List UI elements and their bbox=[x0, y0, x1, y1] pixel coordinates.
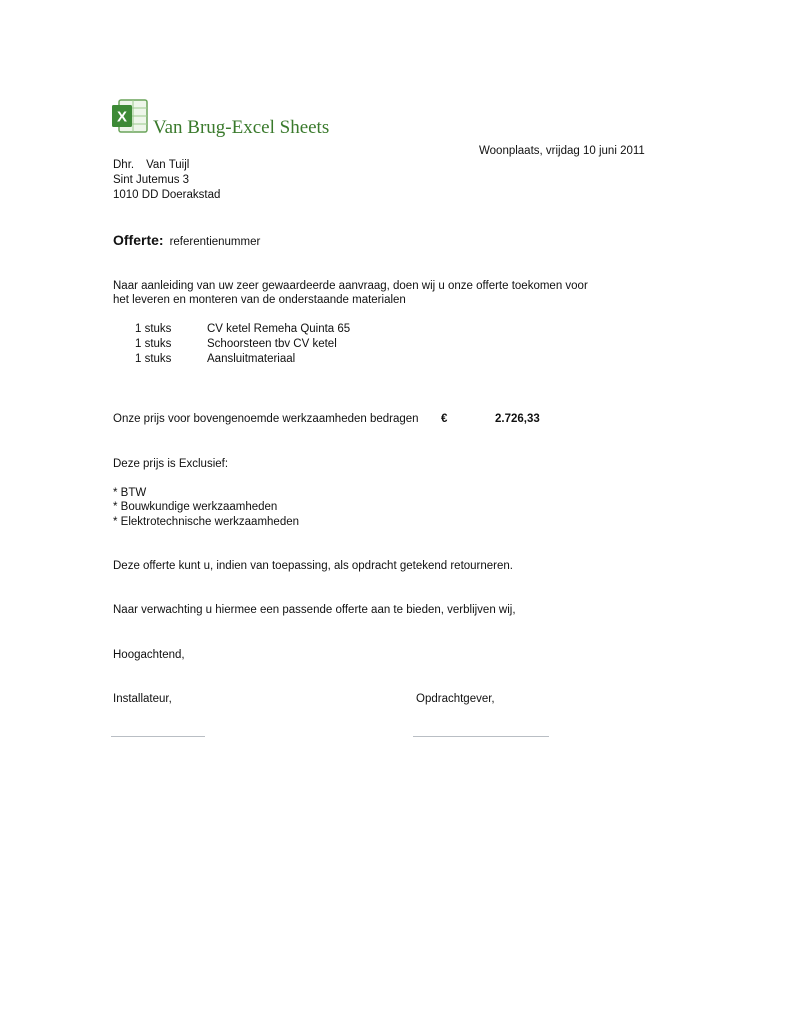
offer-reference: referentienummer bbox=[169, 236, 261, 248]
item-description: CV ketel Remeha Quinta 65 bbox=[207, 323, 351, 335]
intro-line: Naar aanleiding van uw zeer gewaardeerde aanvraag, doen wij u onze offerte toekomen voor bbox=[113, 280, 588, 292]
price-text: Onze prijs voor bovengenoemde werkzaamheden bedragen bbox=[113, 413, 419, 425]
recipient-line bbox=[113, 159, 189, 171]
company-name: Van Brug-Excel Sheets bbox=[153, 117, 330, 138]
intro-line: het leveren en monteren van de onderstaande materialen bbox=[113, 294, 406, 306]
item-qty: 1 stuks bbox=[135, 353, 172, 365]
greeting: Hoogachtend, bbox=[113, 649, 185, 661]
signature-line-client bbox=[413, 736, 549, 737]
exclusion-item: * Elektrotechnische werkzaamheden bbox=[113, 516, 300, 528]
exclusion-item: * Bouwkundige werkzaamheden bbox=[113, 501, 278, 513]
svg-text:X: X bbox=[116, 108, 128, 126]
exclusive-label: Deze prijs is Exclusief: bbox=[113, 458, 229, 470]
price-amount: 2.726,33 bbox=[495, 413, 540, 425]
return-text: Deze offerte kunt u, indien van toepassing, als opdracht getekend retourneren. bbox=[113, 560, 513, 572]
excel-icon bbox=[110, 96, 150, 136]
place-date: Woonplaats, vrijdag 10 juni 2011 bbox=[479, 145, 645, 157]
offer-title bbox=[113, 232, 260, 248]
recipient-street: Sint Jutemus 3 bbox=[113, 174, 190, 186]
offer-label: Offerte: bbox=[113, 232, 164, 248]
closing-text: Naar verwachting u hiermee een passende offerte aan te bieden, verblijven wij, bbox=[113, 604, 516, 616]
recipient-name: Van Tuijl bbox=[146, 159, 190, 171]
item-description: Schoorsteen tbv CV ketel bbox=[207, 338, 337, 350]
item-qty: 1 stuks bbox=[135, 338, 172, 350]
price-currency: € bbox=[441, 413, 448, 425]
item-qty: 1 stuks bbox=[135, 323, 172, 335]
company-logo bbox=[110, 96, 350, 138]
signature-line-installer bbox=[111, 736, 205, 737]
exclusion-item: * BTW bbox=[113, 487, 147, 499]
recipient-salutation: Dhr. bbox=[113, 159, 135, 171]
signature-label-client: Opdrachtgever, bbox=[416, 693, 495, 705]
item-description: Aansluitmateriaal bbox=[207, 353, 296, 365]
signature-label-installer: Installateur, bbox=[113, 693, 172, 705]
recipient-postal-city: 1010 DD Doerakstad bbox=[113, 189, 221, 201]
